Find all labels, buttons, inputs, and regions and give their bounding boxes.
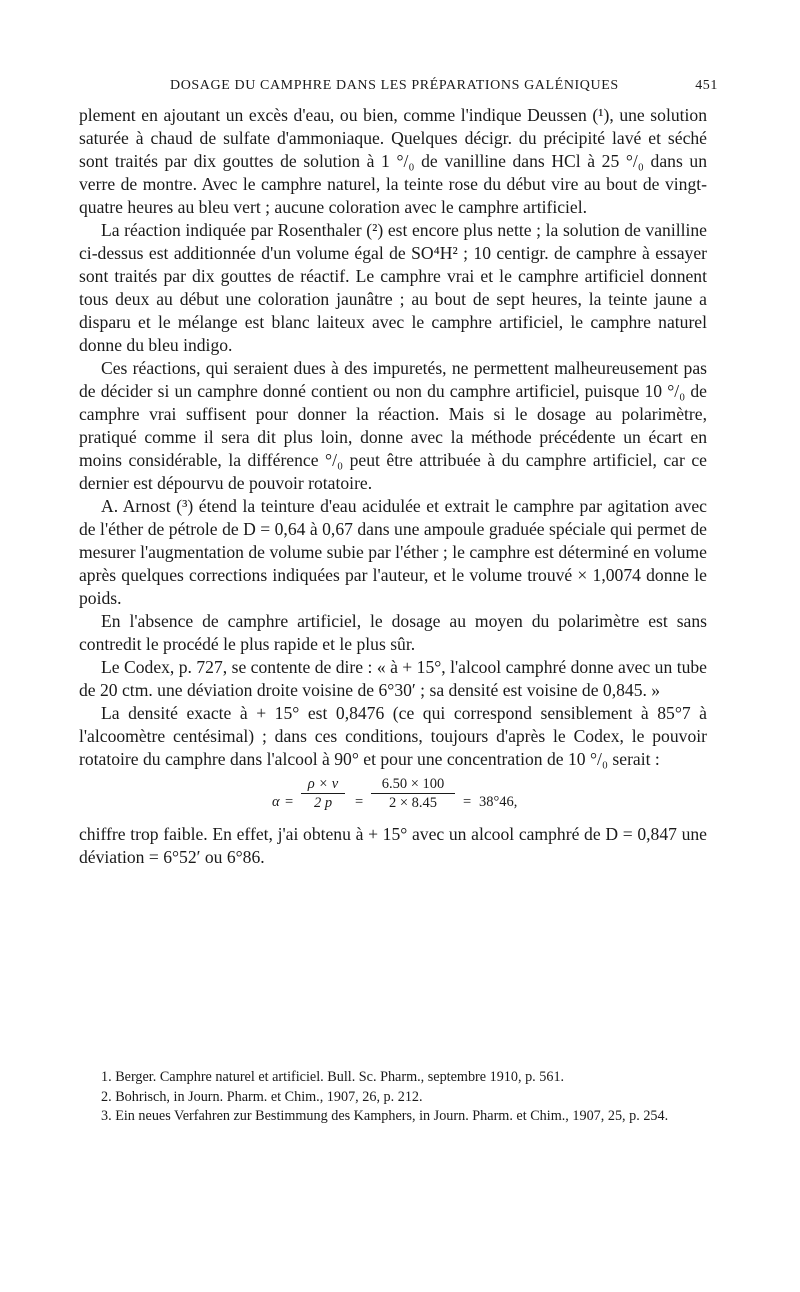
formula-equals-1: = (285, 794, 294, 810)
footnote-3: 3. Ein neues Verfahren zur Bestimmung des Kamphers, in Journ. Pharm. et Chim., 1907, 25, p. 254. (101, 1108, 669, 1124)
paragraph-2: La réaction indiquée par Rosenthaler (²) est encore plus nette ; la solution de vanilline ci-dessus est additionnée d'un volume égal de SO⁴H² ; 10 centigr. de camphre à essayer sont traités par dix gouttes de réactif. Le camphre vrai et le camphre artificiel donnent tous deux au début une coloration jaunâtre ; au bout de sept heures, la teinte jaune a disparu et le mélange est blanc laiteux avec le camphre artificiel, le camphre naturel donne du bleu indigo. (79, 220, 707, 355)
footnote-2: 2. Bohrisch, in Journ. Pharm. et Chim., 1907, 26, p. 212. (101, 1088, 423, 1105)
paragraph-4: A. Arnost (³) étend la teinture d'eau acidulée et extrait le camphre par agitation avec de l'éther de pétrole de D = 0,64 à 0,67 dans une ampoule graduée spéciale qui permet de mesurer l'augmentation de volume subie par l'éther ; le camphre est déterminé en volume après quelques corrections indiquées par l'auteur, et le volume trouvé × 1,0074 donne le poids. (79, 496, 707, 608)
paragraph-7: La densité exacte à + 15° est 0,8476 (ce qui correspond sensiblement à 85°7 à l'alcoomètre centésimal) ; dans ces conditions, toujours d'après le Codex, le pouvoir rotatoire du camphre dans l'alcool à 90° et pour une concentration de 10 °/₀ serait : (79, 703, 707, 769)
paragraph-6: Le Codex, p. 727, se contente de dire : « à + 15°, l'alcool camphré donne avec un tube de 20 ctm. une déviation droite voisine de 6°30′ ; sa densité est voisine de 0,845. » (79, 657, 707, 700)
fraction-denominator: 2 p (313, 795, 333, 811)
running-title: DOSAGE DU CAMPHRE DANS LES PRÉPARATIONS GALÉNIQUES (170, 78, 619, 93)
rotatory-power-formula (79, 775, 707, 823)
formula-equals-2: = (355, 794, 364, 810)
formula-fraction-symbolic (301, 775, 345, 812)
page-number: 451 (695, 78, 718, 93)
fraction-numerator: ρ × v (301, 775, 345, 794)
formula-fraction-numeric (371, 775, 455, 812)
footnote-1: 1. Berger. Camphre naturel et artificiel. Bull. Sc. Pharm., septembre 1910, p. 561. (101, 1069, 565, 1085)
paragraph-8: chiffre trop faible. En effet, j'ai obtenu à + 15° avec un alcool camphré de D = 0,847 une déviation = 6°52′ ou 6°86. (79, 824, 707, 867)
paragraph-1: plement en ajoutant un excès d'eau, ou bien, comme l'indique Deussen (¹), une solution saturée à chaud de sulfate d'ammoniaque. Quelques décigr. du précipité lavé et séché sont traités par dix gouttes de solution à 1 °/₀ de vanilline dans HCl à 25 °/₀ dans un verre de montre. Avec le camphre naturel, la teinte rose du début vire au bout de vingt-quatre heures au bleu vert ; aucune coloration avec le camphre artificiel. (79, 105, 707, 217)
footnotes (79, 1068, 707, 1127)
paragraph-5: En l'absence de camphre artificiel, le dosage au moyen du polarimètre est sans contredit le procédé le plus rapide et le plus sûr. (79, 611, 707, 654)
main-text (79, 104, 707, 869)
fraction-denominator: 2 × 8.45 (388, 795, 438, 811)
formula-lhs: α (272, 794, 280, 810)
formula-result: 38°46, (479, 794, 518, 810)
running-header (78, 78, 718, 98)
formula-equals-3: = (463, 794, 472, 810)
fraction-numerator: 6.50 × 100 (371, 775, 455, 794)
paragraph-3: Ces réactions, qui seraient dues à des impuretés, ne permettent malheureusement pas de décider si un camphre donné contient ou non du camphre artificiel, puisque 10 °/₀ de camphre vrai suffisent pour donner la réaction. Mais si le dosage au polarimètre, pratiqué comme il sera dit plus loin, donne avec la méthode précédente un écart en moins considérable, la différence °/₀ peut être attribuée à du camphre artificiel, car ce dernier est dépourvu de pouvoir rotatoire. (79, 358, 707, 493)
